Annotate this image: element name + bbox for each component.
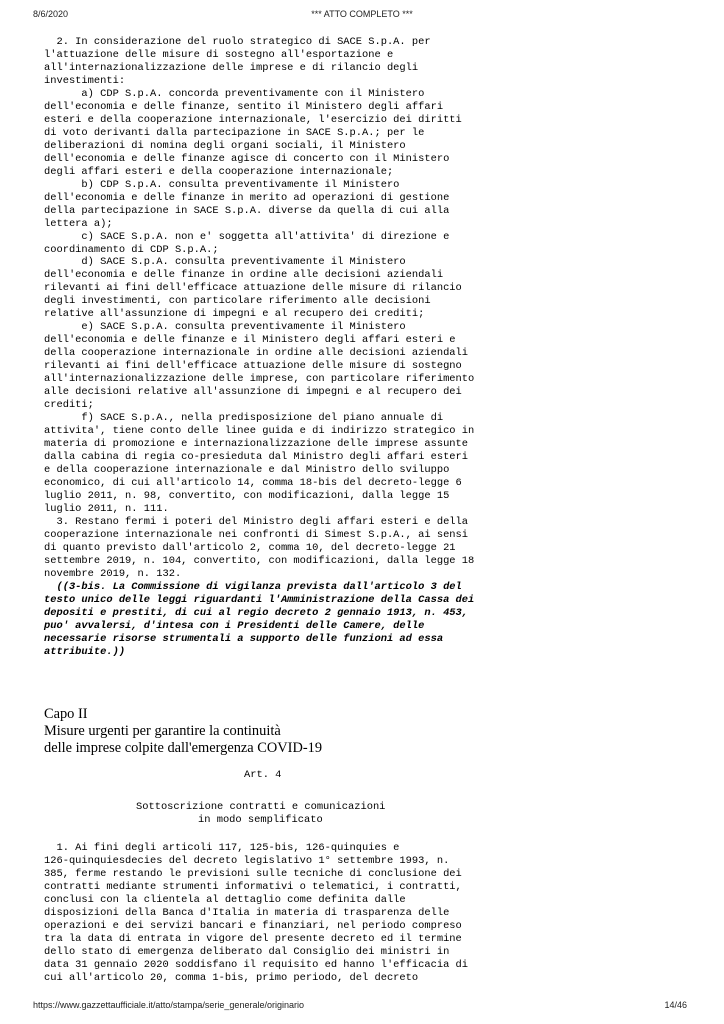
text-line: luglio 2011, n. 111. <box>44 502 169 515</box>
text-line: b) CDP S.p.A. consulta preventivamente il Ministero <box>44 178 400 191</box>
article-text-line: 385, ferme restando le previsioni sulle tecniche di conclusione dei <box>44 867 462 880</box>
text-line: l'attuazione delle misure di sostegno all'esportazione e <box>44 48 394 61</box>
article-text-line: cui all'articolo 20, comma 1-bis, primo periodo, del decreto <box>44 971 419 984</box>
amendment-line: puo' avvalersi, d'intesa con i Presidenti delle Camere, delle <box>44 619 425 632</box>
article-text-line: operazioni e dei servizi bancari e finanziari, nel periodo compreso <box>44 919 462 932</box>
text-line: all'internazionalizzazione delle imprese, con particolare riferimento <box>44 373 475 386</box>
text-line: attivita', tiene conto delle linee guida e di indirizzo strategico in <box>44 425 475 438</box>
text-line: d) SACE S.p.A. consulta preventivamente il Ministero <box>44 256 406 269</box>
text-line: investimenti: <box>44 74 126 87</box>
article-section <box>44 769 504 985</box>
chapter-label: Capo II <box>44 706 88 722</box>
text-line: della partecipazione in SACE S.p.A. diverse da quella di cui alla <box>44 204 450 217</box>
text-line: a) CDP S.p.A. concorda preventivamente con il Ministero <box>44 87 425 100</box>
amendment-line: depositi e prestiti, di cui al regio decreto 2 gennaio 1913, n. 453, <box>44 606 469 619</box>
text-line: dell'economia e delle finanze in ordine alle decisioni aziendali <box>44 269 444 282</box>
amendment-line: ((3-bis. La Commissione di vigilanza prevista dall'articolo 3 del <box>44 580 462 593</box>
header-title: *** ATTO COMPLETO *** <box>311 9 413 19</box>
print-date: 8/6/2020 <box>33 9 69 19</box>
page-header <box>0 9 724 23</box>
text-line: rilevanti ai fini dell'efficace attuazione delle misure di sostegno <box>44 360 462 373</box>
article-text-line: tra la data di entrata in vigore del presente decreto ed il termine <box>44 932 462 945</box>
text-line: della cooperazione internazionale in ordine alle decisioni aziendali <box>44 347 469 360</box>
text-line: 2. In considerazione del ruolo strategico di SACE S.p.A. per <box>44 36 431 48</box>
text-line: esteri e della cooperazione internazionale, l'esercizio dei diritti <box>44 113 462 126</box>
page-footer <box>0 1000 724 1014</box>
text-line: deliberazioni di nomina degli organi sociali, il Ministero <box>44 139 406 152</box>
text-line: f) SACE S.p.A., nella predisposizione del piano annuale di <box>44 412 444 425</box>
article-number: Art. 4 <box>244 769 282 781</box>
article-text-line: conclusi con la clientela al dettaglio come definita dalle <box>44 893 406 906</box>
text-line: all'internazionalizzazione delle imprese e di rilancio degli <box>44 61 419 74</box>
text-line: dell'economia e delle finanze, sentito il Ministero degli affari <box>44 100 444 113</box>
text-line: degli affari esteri e della cooperazione internazionale; <box>44 165 394 178</box>
chapter-title-line: Misure urgenti per garantire la continuità <box>44 723 281 739</box>
text-line: di voto derivanti dalla partecipazione in SACE S.p.A.; per le <box>44 126 425 139</box>
text-line: c) SACE S.p.A. non e' soggetta all'attivita' di direzione e <box>44 230 450 243</box>
text-line: crediti; <box>44 399 94 412</box>
text-line: economico, di cui all'articolo 14, comma 18-bis del decreto-legge 6 <box>44 476 462 489</box>
amendment-line: necessarie risorse strumentali a supporto delle funzioni ad essa <box>44 632 444 645</box>
page-number: 14/46 <box>664 1000 687 1010</box>
text-line: e) SACE S.p.A. consulta preventivamente il Ministero <box>44 321 406 334</box>
text-line: dell'economia e delle finanze agisce di concerto con il Ministero <box>44 152 450 165</box>
text-line: coordinamento di CDP S.p.A.; <box>44 243 219 256</box>
article-text-line: 126-quinquiesdecies del decreto legislativo 1° settembre 1993, n. <box>44 854 450 867</box>
amendment-line: attribuite.)) <box>44 645 126 658</box>
source-url[interactable]: https://www.gazzettaufficiale.it/atto/stampa/serie_generale/originario <box>33 1000 304 1010</box>
text-line: e della cooperazione internazionale e dal Ministro dello sviluppo <box>44 463 450 476</box>
chapter-heading <box>44 706 644 757</box>
text-line: luglio 2011, n. 98, convertito, con modificazioni, dalla legge 15 <box>44 489 450 502</box>
article-text-line: 1. Ai fini degli articoli 117, 125-bis, 126-quinquies e <box>44 841 400 854</box>
document-body <box>44 36 504 659</box>
amendment-line: testo unico delle leggi riguardanti l'Amministrazione della Cassa dei <box>44 593 475 606</box>
text-line: 3. Restano fermi i poteri del Ministro degli affari esteri e della <box>44 515 469 528</box>
text-line: dell'economia e delle finanze in merito ad operazioni di gestione <box>44 191 450 204</box>
text-line: alle decisioni relative all'assunzione di impegni e al recupero dei <box>44 386 462 399</box>
text-line: novembre 2019, n. 132. <box>44 567 182 580</box>
text-line: relative all'assunzione di impegni e al recupero dei crediti; <box>44 308 425 321</box>
text-line: dalla cabina di regia co-presieduta dal Ministro degli affari esteri <box>44 451 469 463</box>
text-line: materia di promozione e internazionalizzazione delle imprese assunte <box>44 438 469 451</box>
text-line: settembre 2019, n. 104, convertito, con modificazioni, dalla legge 18 <box>44 554 475 567</box>
article-text-line: data 31 gennaio 2020 soddisfano il requisito ed hanno l'efficacia di <box>44 958 469 971</box>
article-text-line: contratti mediante strumenti informativi o telematici, i contratti, <box>44 880 462 893</box>
text-line: dell'economia e delle finanze e il Ministero degli affari esteri e <box>44 334 456 347</box>
text-line: cooperazione internazionale nei confronti di Simest S.p.A., ai sensi <box>44 528 469 541</box>
article-title-line: Sottoscrizione contratti e comunicazioni <box>136 800 386 813</box>
article-text-line: dello stato di emergenza deliberato dal Consiglio dei ministri in <box>44 945 450 958</box>
text-line: degli investimenti, con particolare riferimento alle decisioni <box>44 295 431 308</box>
article-title-line: in modo semplificato <box>198 813 323 826</box>
text-line: rilevanti ai fini dell'efficace attuazione delle misure di rilancio <box>44 282 462 295</box>
chapter-title-line: delle imprese colpite dall'emergenza COVID-19 <box>44 740 323 756</box>
text-line: di quanto previsto dall'articolo 2, comma 10, del decreto-legge 21 <box>44 541 456 554</box>
text-line: lettera a); <box>44 217 113 230</box>
article-text-line: disposizioni della Banca d'Italia in materia di trasparenza delle <box>44 906 450 919</box>
